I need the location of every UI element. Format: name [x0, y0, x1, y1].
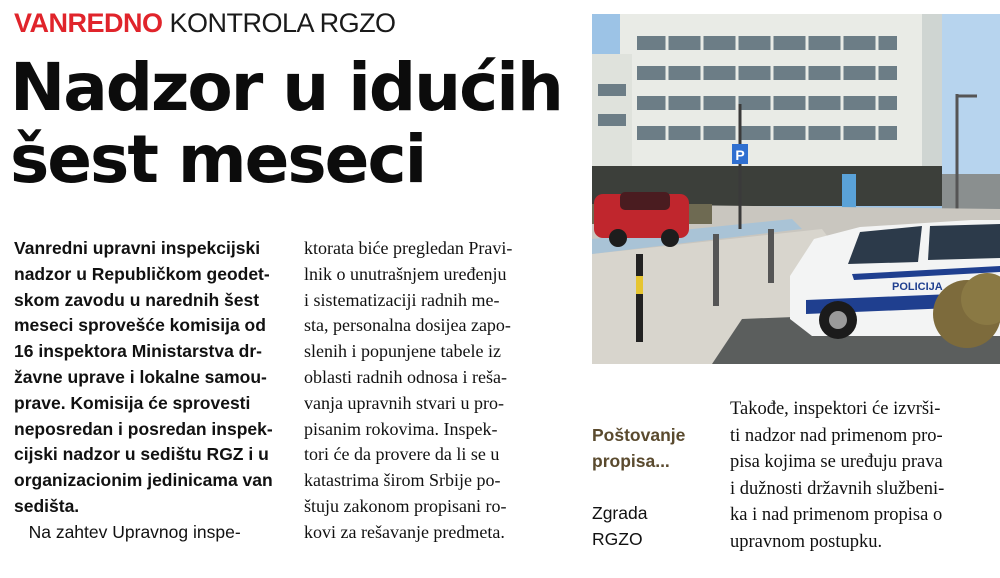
article-lead: Vanredni upravni inspekcijski nadzor u Republičkom geodet- skom zavodu u narednih šest meseci sprovešće komisija od 16 inspektora Ministarstva dr- žavne uprave i lokalne samou- prave. Komisija će sprovesti neposredan i posredan inspek- cijski nadzor u sedištu RGZ i u organizacionim jedinicama van sedišta.	[14, 238, 273, 516]
photo-caption	[592, 396, 722, 578]
article-column-1	[14, 236, 286, 546]
kicker-highlight: VANREDNO	[14, 8, 163, 38]
caption-title: Poštovanje propisa...	[592, 425, 686, 471]
caption-body: Zgrada RGZO	[592, 503, 648, 549]
article-column-3: Takođe, inspektori će izvrši- ti nadzor nad primenom pro- pisa kojima se uređuju prava i dužnosti državnih službeni- ka i nad primenom propisa o upravnom postupku.	[730, 399, 945, 552]
police-car-label: POLICIJA	[892, 281, 943, 293]
article-headline: Nadzor u idućih šest meseci	[10, 49, 562, 198]
article-kicker	[14, 8, 396, 39]
article-photo	[592, 14, 1000, 364]
article-column-2: ktorata biće pregledan Pravi- lnik o unutrašnjem uređenju i sistematizaciji radnih me- sta, personalna dosijea zapo- slenih i popunjene tabele iz oblasti radnih odnosa i reša- vanja upravnih stvari u pro- pisanim rokovima. Inspek- tori će da provere da li se u katastrima širom Srbije po- štuju zakonom propisani ro- kovi za rešavanje predmeta.	[304, 238, 513, 542]
parking-sign-letter: P	[735, 147, 745, 163]
kicker-topic: KONTROLA RGZO	[169, 8, 396, 38]
article-body-start: Na zahtev Upravnog inspe-	[14, 521, 241, 542]
